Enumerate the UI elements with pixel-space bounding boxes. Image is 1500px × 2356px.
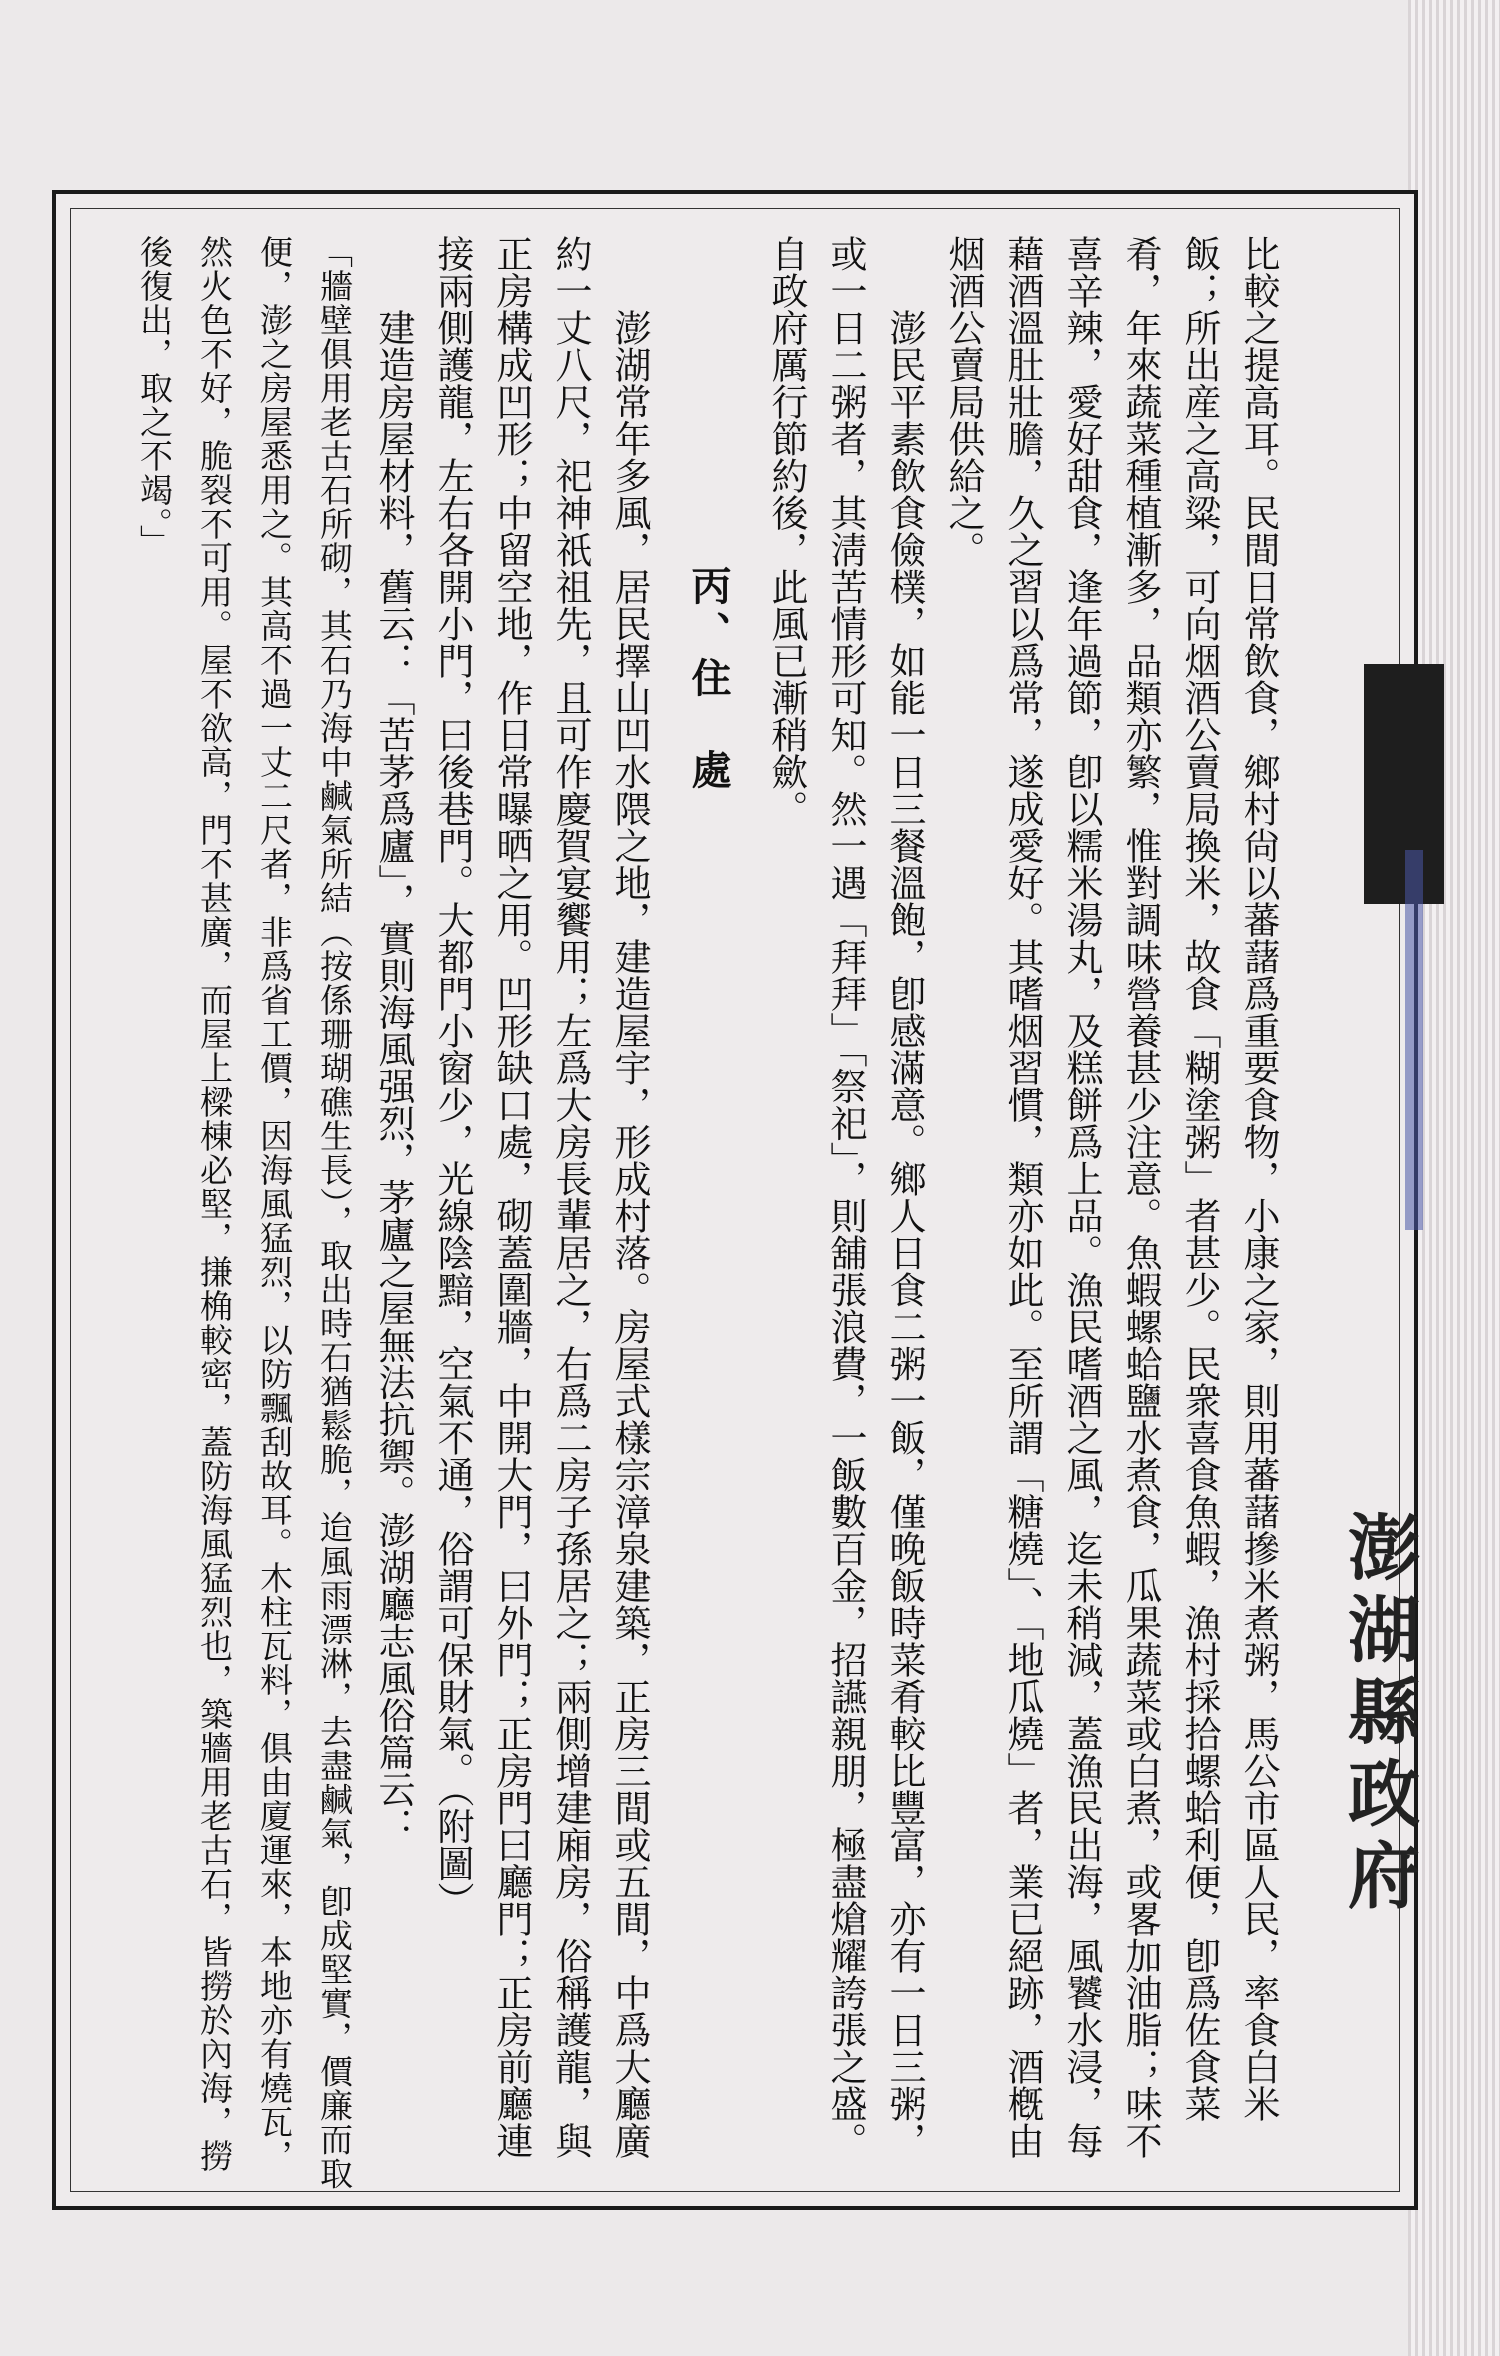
paragraph: 比較之提高耳。民間日常飲食，鄉村尙以蕃藷爲重要食物，小康之家，則用蕃藷摻米煮粥，馬公市區人民，率食白米飯；所出産之高粱，可向烟酒公賣局換米，故食「糊塗粥」者甚少。民衆喜食魚蝦，漁村採拾螺蛤利便，卽爲佐食菜肴，年來蔬菜種植漸多，品類亦繁，惟對調味營養甚少注意。魚蝦螺蛤鹽水煮食，瓜果蔬菜或白煮，或畧加油脂；味不喜辛辣，愛好甜食，逢年過節，卽以糯米湯丸，及糕餅爲上品。漁民嗜酒之風，迄未稍減，蓋漁民出海，風饕水浸，每藉酒溫肚壯膽，久之習以爲常，遂成愛好。其嗜烟習慣，類亦如此。至所謂「糖燒」、「地瓜燒」者，業已絕跡，酒槪由烟酒公賣局供給之。 xyxy=(942,235,1280,2159)
quotation: 「牆壁俱用老古石所砌，其石乃海中鹹氣所結（按係珊瑚礁生長），取出時石猶鬆脆，迨風雨漂淋，去盡鹹氣，卽成堅實，價廉而取便，澎之房屋悉用之。其高不過一丈二尺者，非爲省工價，因海風猛烈，以防飄刮故耳。木柱瓦料，俱由廈運來，本地亦有燒瓦，然火色不好，脆裂不可用。屋不欲高，門不甚廣，而屋上樑棟必堅，搛桷較密，蓋防海風猛烈也，築牆用老古石，皆撈於內海，撈後復出，取之不竭。」 xyxy=(135,235,354,2191)
side-label: 澎湖縣政府 xyxy=(1336,1510,1421,1920)
paragraph: 澎民平素飲食儉樸，如能一日三餐溫飽，卽感滿意。鄉人日食二粥一飯，僅晚飯時菜肴較比豐富，亦有一日三粥，或一日二粥者，其淸苦情形可知。然一遇「拜拜」「祭祀」，則舖張浪費，一飯數百金，招讌親朋，極盡熗耀誇張之盛。自政府厲行節約後，此風已漸稍歛。 xyxy=(765,235,926,2159)
paragraph: 澎湖常年多風，居民擇山凹水隈之地，建造屋宇，形成村落。房屋式樣宗漳泉建築，正房三間或五間，中爲大廳廣約一丈八尺，祀神祇祖先，且可作慶賀宴饗用；左爲大房長輩居之，右爲二房子孫居之；兩側增建廂房，俗稱護龍，與正房構成凹形；中留空地，作日常曝晒之用。凹形缺口處，砌蓋圍牆，中開大門，曰外門；正房門曰廳門；正房前廳連接兩側護龍，左右各開小門，曰後巷門。大都門小窗少，光線陰黯，空氣不通，俗謂可保財氣。（附圖） xyxy=(431,235,651,2159)
body-text xyxy=(124,235,1288,2195)
thumb-tab xyxy=(1364,664,1444,904)
blue-mark xyxy=(1405,850,1423,1230)
section-heading: 丙、住 處 xyxy=(685,565,732,795)
paragraph: 建造房屋材料，舊云：「苦茅爲廬」，實則海風强烈，茅廬之屋無法抗禦。澎湖廳志風俗篇云： xyxy=(372,309,415,1845)
